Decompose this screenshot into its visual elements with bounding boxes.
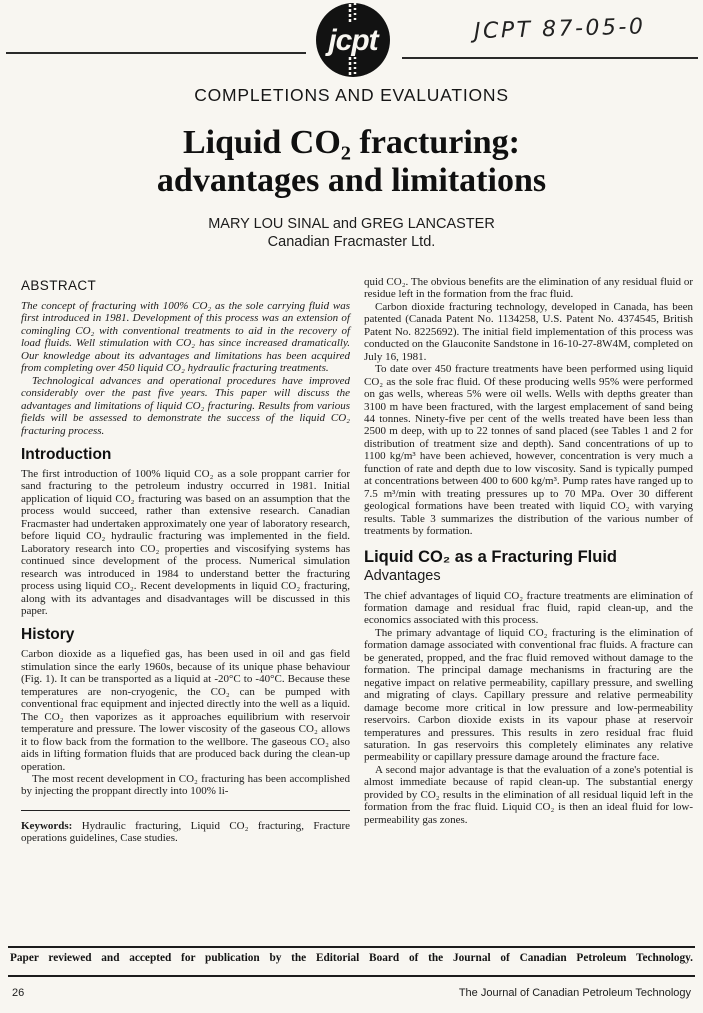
body-columns [21,276,693,942]
advantages-paragraph-1: The chief advantages of liquid CO₂ fracture treatments are elimination of formation damage and residual frac fluid, rapid clean-up, and the economics associated with this process. [364,589,693,627]
affiliation-line: Canadian Fracmaster Ltd. [267,234,436,250]
header-rule-right [402,57,698,59]
abstract-heading: ABSTRACT [21,278,97,293]
authors-line: MARY LOU SINAL and GREG LANCASTER [208,216,495,232]
advantages-paragraph-3: A second major advantage is that the evaluation of a zone's potential is almost immediate because of rapid clean-up. The substantial energy provided by CO₂ results in the elimination of all residual liquid left in the formation from the frac fluid. Liquid CO₂ is then an ideal fluid for low-permeability gas zones. [364,763,693,826]
paper-title-line2: advantages and limitations [156,162,547,200]
header-rule-left [6,52,306,54]
right-paragraph-1: quid CO₂. The obvious benefits are the elimination of any residual fluid or residue left in the formation from the frac fluid. [364,276,693,301]
handwritten-document-id: JCPT 87-05-0 [473,14,646,45]
paper-title-line1: Liquid CO₂ fracturing: [183,124,520,161]
keywords-divider [21,810,350,811]
footer-rule-bottom [8,975,695,977]
left-column [21,276,350,942]
editorial-review-note: Paper reviewed and accepted for publication by the Editorial Board of the Journal of Canadian Petroleum Technology. [10,952,693,964]
section-heading: COMPLETIONS AND EVALUATIONS [194,85,509,105]
abstract-paragraph-2: Technological advances and operational procedures have improved considerably over the past five years. This paper will discuss the advantages and limitations of liquid CO₂ fracturing. Results from various fields will be assessed to demonstrate the success of the liquid CO₂ fracturing process. [21,374,350,437]
keywords-text: Hydraulic fracturing, Liquid CO₂ fracturing, Fracture operations guidelines, Case studies. [21,819,350,845]
advantages-subheading: Advantages [364,567,441,584]
page-footer [12,987,691,999]
right-paragraph-2: Carbon dioxide fracturing technology, developed in Canada, has been patented (Canada Patent No. 1134258, U.S. Patent No. 4374545, British Patent No. 8225692). The initial field implementation of this process was conducted on the Glauconite Sandstone in 16-10-27-8W4M, completed on July 16, 1981. [364,300,693,363]
introduction-paragraph: The first introduction of 100% liquid CO₂ as a sole proppant carrier for sand fracturing to the petroleum industry occurred in 1981. Initial application of liquid CO₂ fracturing was based on an assumption that the process would succeed, rather than extensive research. Canadian Fracmaster had undertaken approximately one year of laboratory research, before liquid CO₂ hydraulic fracturing was implemented in the field. Laboratory research into CO₂ properties and viscosifying systems has continued since development of the process. Numerical simulation research was introduced in 1984 to understand better the fracturing process using liquid CO₂. Recent developments in liquid CO₂ fracturing, along with its advantages and disadvantages will be discussed in this paper. [21,467,350,617]
paper-title [0,124,703,200]
abstract-paragraph-1: The concept of fracturing with 100% CO₂ as the sole carrying fluid was first introduced in 1981. Development of this process was an extension of comingling CO₂ with conventional treatments to aid in the recovery of load fluids. Well stimulation with CO₂ has since increased dramatically. Our knowledge about its advantages and limitations has been acquired from completing over 450 liquid CO₂ hydraulic fracturing treatments. [21,300,350,375]
keywords-block [21,820,350,845]
right-paragraph-3: To date over 450 fracture treatments have been performed using liquid CO₂ as the sole frac fluid. Of these producing wells 95% were performed on gas wells, whereas 5% were oil wells. Wells with depths greater than 3100 m have been fractured, with the largest emplacement of sand being 44 tonnes. Ninety-five per cent of the wells treated have been less than 2500 m deep, with up to 22 tonnes of sand placed (see Tables 1 and 2 for distribution of treatment size and depth). Sand concentrations of up to 1100 kg/m³ have been achieved, however, concentration is very much a function of rate and depth due to low viscosity. Sand is typically pumped at concentrations between 400 to 600 kg/m³. Pump rates have ranged up to 7.5 m³/min with treating pressures up to 70 MPa. Over 30 different geological formations have been treated with liquid CO₂ with varying results. Table 3 summarizes the distribution of the various number of treatments by formation. [364,363,693,538]
introduction-heading: Introduction [21,445,112,463]
jcpt-logo-text: jcpt [328,24,378,57]
history-paragraph-1: Carbon dioxide as a liquefied gas, has been used in oil and gas field stimulation since the early 1960s, because of its unique phase behaviour (Fig. 1). It can be transported as a liquid at -20°C to -40°C. Because these temperatures are non-cryogenic, the CO₂ can be pumped with conventional frac equipment and injected directly into the well as a liquid. The CO₂ then vaporizes as it approaches equilibrium with reservoir temperature and pressure. The lower viscosity of the gaseous CO₂ allows it to flow back from the formation to the wellbore. The gaseous CO₂ also aids in lifting formation fluids that are produced back during the clean-up operation. [21,648,350,773]
journal-name: The Journal of Canadian Petroleum Technology [458,987,691,999]
history-paragraph-2: The most recent development in CO₂ fracturing has been accomplished by injecting the proppant directly into 100% li- [21,772,350,798]
keywords-label: Keywords: [21,819,73,832]
jcpt-logo-icon [315,1,391,79]
footer-rule-top [8,946,695,948]
history-heading: History [21,626,75,644]
fracturing-fluid-heading: Liquid CO₂ as a Fracturing Fluid [364,547,618,566]
right-column [364,276,693,942]
jcpt-logo [315,1,391,79]
page-number: 26 [12,987,25,999]
advantages-paragraph-2: The primary advantage of liquid CO₂ fracturing is the elimination of formation damage associated with conventional frac fluids. A fracture can be generated, propped, and the frac fluid removed without damage to the formation. The principal damage mechanisms in fracturing are the negative impact on relative permeability, capillary pressure, and swelling and migrating of clays. Capillary pressure and relative permeability damage become more critical in low pressure and low-permeability reservoirs. Carbon dioxide exists in its vapour phase at reservoir temperatures and pressures. This results in zero residual frac fluid saturation. In gas reservoirs this completely eliminates any relative permeability or capillary pressure damage around the fracture face. [364,626,693,764]
